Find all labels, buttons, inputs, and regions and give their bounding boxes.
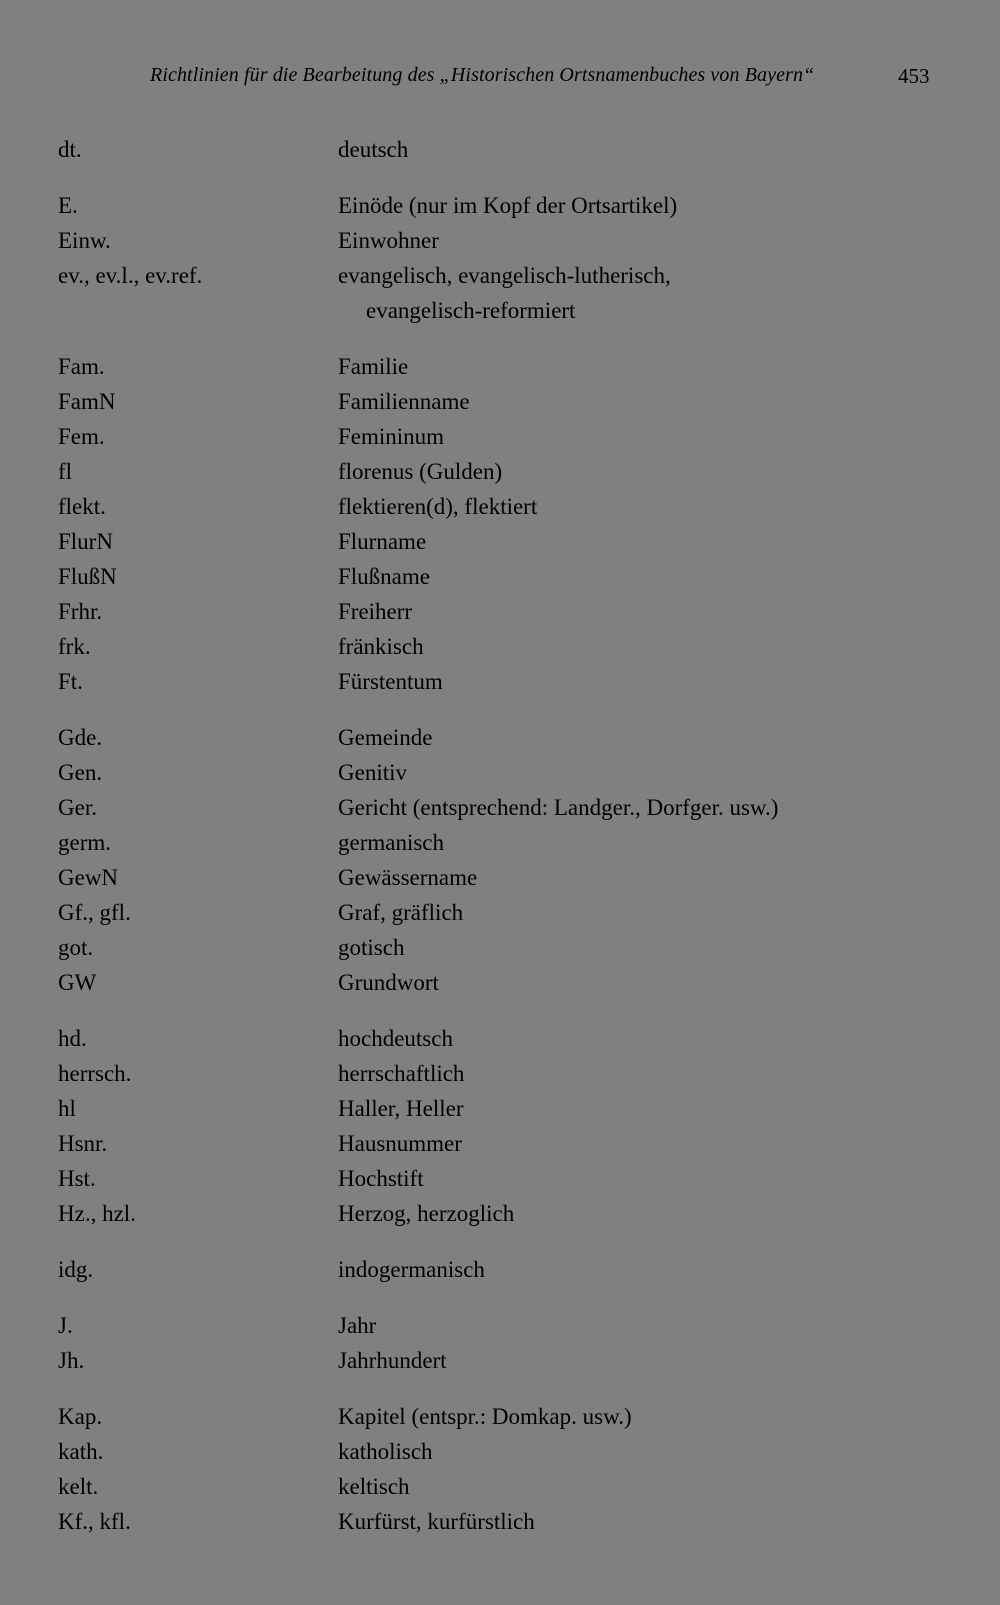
abbreviation-meaning bbox=[338, 1161, 1000, 1196]
abbreviation-term: Ft. bbox=[58, 669, 83, 694]
abbreviation-entry bbox=[0, 188, 1000, 223]
abbreviation-entry bbox=[0, 1504, 1000, 1539]
abbreviation-term: kath. bbox=[58, 1439, 104, 1464]
abbreviation-meaning-text: Hausnummer bbox=[338, 1131, 462, 1156]
abbreviation-term: kelt. bbox=[58, 1474, 99, 1499]
abbreviation-entry bbox=[0, 790, 1000, 825]
abbreviation-meaning-text: Kapitel (entspr.: Domkap. usw.) bbox=[338, 1404, 632, 1429]
abbreviation-meaning bbox=[338, 384, 1000, 419]
abbreviation-entry bbox=[0, 755, 1000, 790]
abbreviation-meaning bbox=[338, 1434, 1000, 1469]
abbreviation-entry bbox=[0, 1196, 1000, 1231]
abbreviation-entry bbox=[0, 349, 1000, 384]
abbreviation-meaning-text: germanisch bbox=[338, 830, 445, 855]
abbreviation-meaning bbox=[338, 1343, 1000, 1378]
abbreviation-entry bbox=[0, 1126, 1000, 1161]
abbreviation-term: Fem. bbox=[58, 424, 105, 449]
abbreviation-meaning bbox=[338, 1196, 1000, 1231]
abbreviation-term: FamN bbox=[58, 389, 116, 414]
abbreviation-meaning bbox=[338, 895, 1000, 930]
abbreviation-meaning-text: indogermanisch bbox=[338, 1257, 485, 1282]
abbreviation-term: Frhr. bbox=[58, 599, 103, 624]
abbreviation-meaning-text: Flurname bbox=[338, 529, 427, 554]
abbreviation-meaning-text: Fürstentum bbox=[338, 669, 443, 694]
abbreviation-meaning-text: keltisch bbox=[338, 1474, 410, 1499]
abbreviation-meaning bbox=[338, 1091, 1000, 1126]
abbreviation-meaning bbox=[338, 825, 1000, 860]
page-number: 453 bbox=[898, 64, 930, 88]
abbreviation-entry bbox=[0, 1056, 1000, 1091]
abbreviation-meaning-text: flektieren(d), flektiert bbox=[338, 494, 538, 519]
abbreviation-meaning bbox=[338, 132, 1000, 167]
abbreviation-meaning bbox=[338, 790, 1000, 825]
abbreviation-term: E. bbox=[58, 193, 78, 218]
abbreviation-meaning bbox=[338, 419, 1000, 454]
abbreviation-entry bbox=[0, 594, 1000, 629]
abbreviation-entry bbox=[0, 454, 1000, 489]
abbreviation-entry bbox=[0, 629, 1000, 664]
abbreviation-meaning bbox=[338, 1056, 1000, 1091]
abbreviation-entry bbox=[0, 1399, 1000, 1434]
abbreviation-entry bbox=[0, 720, 1000, 755]
abbreviation-entry bbox=[0, 1021, 1000, 1056]
abbreviation-group bbox=[0, 1399, 1000, 1539]
abbreviation-term: Hst. bbox=[58, 1166, 96, 1191]
abbreviation-group bbox=[0, 1021, 1000, 1231]
abbreviation-meaning-text: Femininum bbox=[338, 424, 445, 449]
abbreviation-entry bbox=[0, 664, 1000, 699]
abbreviation-term: herrsch. bbox=[58, 1061, 132, 1086]
abbreviation-term: Jh. bbox=[58, 1348, 85, 1373]
abbreviation-meaning-text: Gemeinde bbox=[338, 725, 433, 750]
abbreviation-entry bbox=[0, 1308, 1000, 1343]
abbreviation-entry bbox=[0, 825, 1000, 860]
abbreviation-meaning-continuation: evangelisch-reformiert bbox=[366, 298, 576, 323]
abbreviation-term: fl bbox=[58, 459, 73, 484]
abbreviation-group bbox=[0, 1252, 1000, 1287]
abbreviation-meaning bbox=[338, 524, 1000, 559]
abbreviation-meaning-text: Jahrhundert bbox=[338, 1348, 447, 1373]
abbreviation-meaning bbox=[338, 1021, 1000, 1056]
abbreviation-meaning bbox=[338, 188, 1000, 223]
abbreviation-meaning bbox=[338, 755, 1000, 790]
abbreviation-term: Gde. bbox=[58, 725, 103, 750]
abbreviation-meaning-text: fränkisch bbox=[338, 634, 424, 659]
abbreviation-meaning-text: Genitiv bbox=[338, 760, 407, 785]
abbreviation-entry bbox=[0, 1252, 1000, 1287]
abbreviation-entry bbox=[0, 1434, 1000, 1469]
abbreviation-meaning-text: hochdeutsch bbox=[338, 1026, 453, 1051]
abbreviation-entry bbox=[0, 559, 1000, 594]
abbreviation-entry bbox=[0, 384, 1000, 419]
abbreviation-meaning bbox=[338, 664, 1000, 699]
abbreviation-entry bbox=[0, 258, 1000, 328]
abbreviation-term: Gen. bbox=[58, 760, 103, 785]
abbreviation-term: Hz., hzl. bbox=[58, 1201, 136, 1226]
abbreviation-entry bbox=[0, 223, 1000, 258]
abbreviation-group bbox=[0, 188, 1000, 328]
abbreviation-entry bbox=[0, 930, 1000, 965]
abbreviation-list bbox=[0, 132, 1000, 1560]
abbreviation-meaning-text: Freiherr bbox=[338, 599, 413, 624]
abbreviation-term: got. bbox=[58, 935, 94, 960]
abbreviation-group bbox=[0, 132, 1000, 167]
abbreviation-entry bbox=[0, 1343, 1000, 1378]
abbreviation-entry bbox=[0, 132, 1000, 167]
abbreviation-entry bbox=[0, 965, 1000, 1000]
abbreviation-term: germ. bbox=[58, 830, 112, 855]
abbreviation-entry bbox=[0, 489, 1000, 524]
abbreviation-term: frk. bbox=[58, 634, 91, 659]
abbreviation-meaning-text: Grundwort bbox=[338, 970, 439, 995]
abbreviation-term: GW bbox=[58, 970, 97, 995]
abbreviation-term: Fam. bbox=[58, 354, 105, 379]
abbreviation-term: Gf., gfl. bbox=[58, 900, 131, 925]
abbreviation-term: flekt. bbox=[58, 494, 106, 519]
abbreviation-term: Kf., kfl. bbox=[58, 1509, 131, 1534]
abbreviation-meaning-text: Gericht (entsprechend: Landger., Dorfger. usw.) bbox=[338, 795, 779, 820]
abbreviation-entry bbox=[0, 1091, 1000, 1126]
abbreviation-meaning bbox=[338, 720, 1000, 755]
abbreviation-meaning-text: evangelisch, evangelisch-lutherisch, bbox=[338, 263, 671, 288]
abbreviation-meaning-text: katholisch bbox=[338, 1439, 433, 1464]
abbreviation-term: hd. bbox=[58, 1026, 87, 1051]
abbreviation-meaning bbox=[338, 594, 1000, 629]
abbreviation-entry bbox=[0, 1469, 1000, 1504]
abbreviation-entry bbox=[0, 895, 1000, 930]
abbreviation-meaning bbox=[338, 223, 1000, 258]
abbreviation-meaning-text: Gewässername bbox=[338, 865, 478, 890]
abbreviation-meaning bbox=[338, 860, 1000, 895]
abbreviation-meaning-text: Einöde (nur im Kopf der Ortsartikel) bbox=[338, 193, 678, 218]
abbreviation-group bbox=[0, 349, 1000, 699]
abbreviation-meaning bbox=[338, 1469, 1000, 1504]
abbreviation-meaning bbox=[338, 454, 1000, 489]
abbreviation-term: FlurN bbox=[58, 529, 113, 554]
abbreviation-term: GewN bbox=[58, 865, 119, 890]
abbreviation-group bbox=[0, 1308, 1000, 1378]
abbreviation-meaning bbox=[338, 489, 1000, 524]
abbreviation-meaning-text: Hochstift bbox=[338, 1166, 424, 1191]
abbreviation-term: J. bbox=[58, 1313, 73, 1338]
abbreviation-meaning-text: Kurfürst, kurfürstlich bbox=[338, 1509, 535, 1534]
abbreviation-term: Kap. bbox=[58, 1404, 103, 1429]
abbreviation-entry bbox=[0, 1161, 1000, 1196]
abbreviation-meaning bbox=[338, 559, 1000, 594]
abbreviation-term: hl bbox=[58, 1096, 76, 1121]
abbreviation-meaning-text: Flußname bbox=[338, 564, 430, 589]
abbreviation-meaning-text: Herzog, herzoglich bbox=[338, 1201, 515, 1226]
abbreviation-meaning-text: Graf, gräflich bbox=[338, 900, 464, 925]
abbreviation-meaning-text: herrschaftlich bbox=[338, 1061, 465, 1086]
abbreviation-term: dt. bbox=[58, 137, 82, 162]
abbreviation-term: ev., ev.l., ev.ref. bbox=[58, 263, 203, 288]
abbreviation-term: Hsnr. bbox=[58, 1131, 108, 1156]
abbreviation-meaning-text: gotisch bbox=[338, 935, 405, 960]
abbreviation-meaning-text: Familie bbox=[338, 354, 409, 379]
abbreviation-meaning-text: Einwohner bbox=[338, 228, 439, 253]
abbreviation-entry bbox=[0, 524, 1000, 559]
abbreviation-group bbox=[0, 720, 1000, 1000]
running-title: Richtlinien für die Bearbeitung des „Historischen Ortsnamenbuches von Bayern“ bbox=[150, 64, 815, 86]
abbreviation-meaning-text: florenus (Gulden) bbox=[338, 459, 503, 484]
abbreviation-meaning bbox=[338, 258, 1000, 328]
abbreviation-term: idg. bbox=[58, 1257, 94, 1282]
abbreviation-meaning bbox=[338, 1399, 1000, 1434]
abbreviation-meaning bbox=[338, 629, 1000, 664]
abbreviation-entry bbox=[0, 860, 1000, 895]
abbreviation-term: Einw. bbox=[58, 228, 111, 253]
abbreviation-meaning bbox=[338, 965, 1000, 1000]
abbreviation-meaning-text: deutsch bbox=[338, 137, 409, 162]
abbreviation-meaning-text: Jahr bbox=[338, 1313, 377, 1338]
abbreviation-meaning bbox=[338, 1504, 1000, 1539]
abbreviation-meaning-text: Familienname bbox=[338, 389, 470, 414]
abbreviation-term: Ger. bbox=[58, 795, 97, 820]
abbreviation-meaning-text: Haller, Heller bbox=[338, 1096, 464, 1121]
abbreviation-meaning bbox=[338, 1252, 1000, 1287]
abbreviation-meaning bbox=[338, 349, 1000, 384]
abbreviation-term: FlußN bbox=[58, 564, 117, 589]
abbreviation-meaning bbox=[338, 930, 1000, 965]
abbreviation-meaning bbox=[338, 1308, 1000, 1343]
abbreviation-meaning bbox=[338, 1126, 1000, 1161]
abbreviation-entry bbox=[0, 419, 1000, 454]
